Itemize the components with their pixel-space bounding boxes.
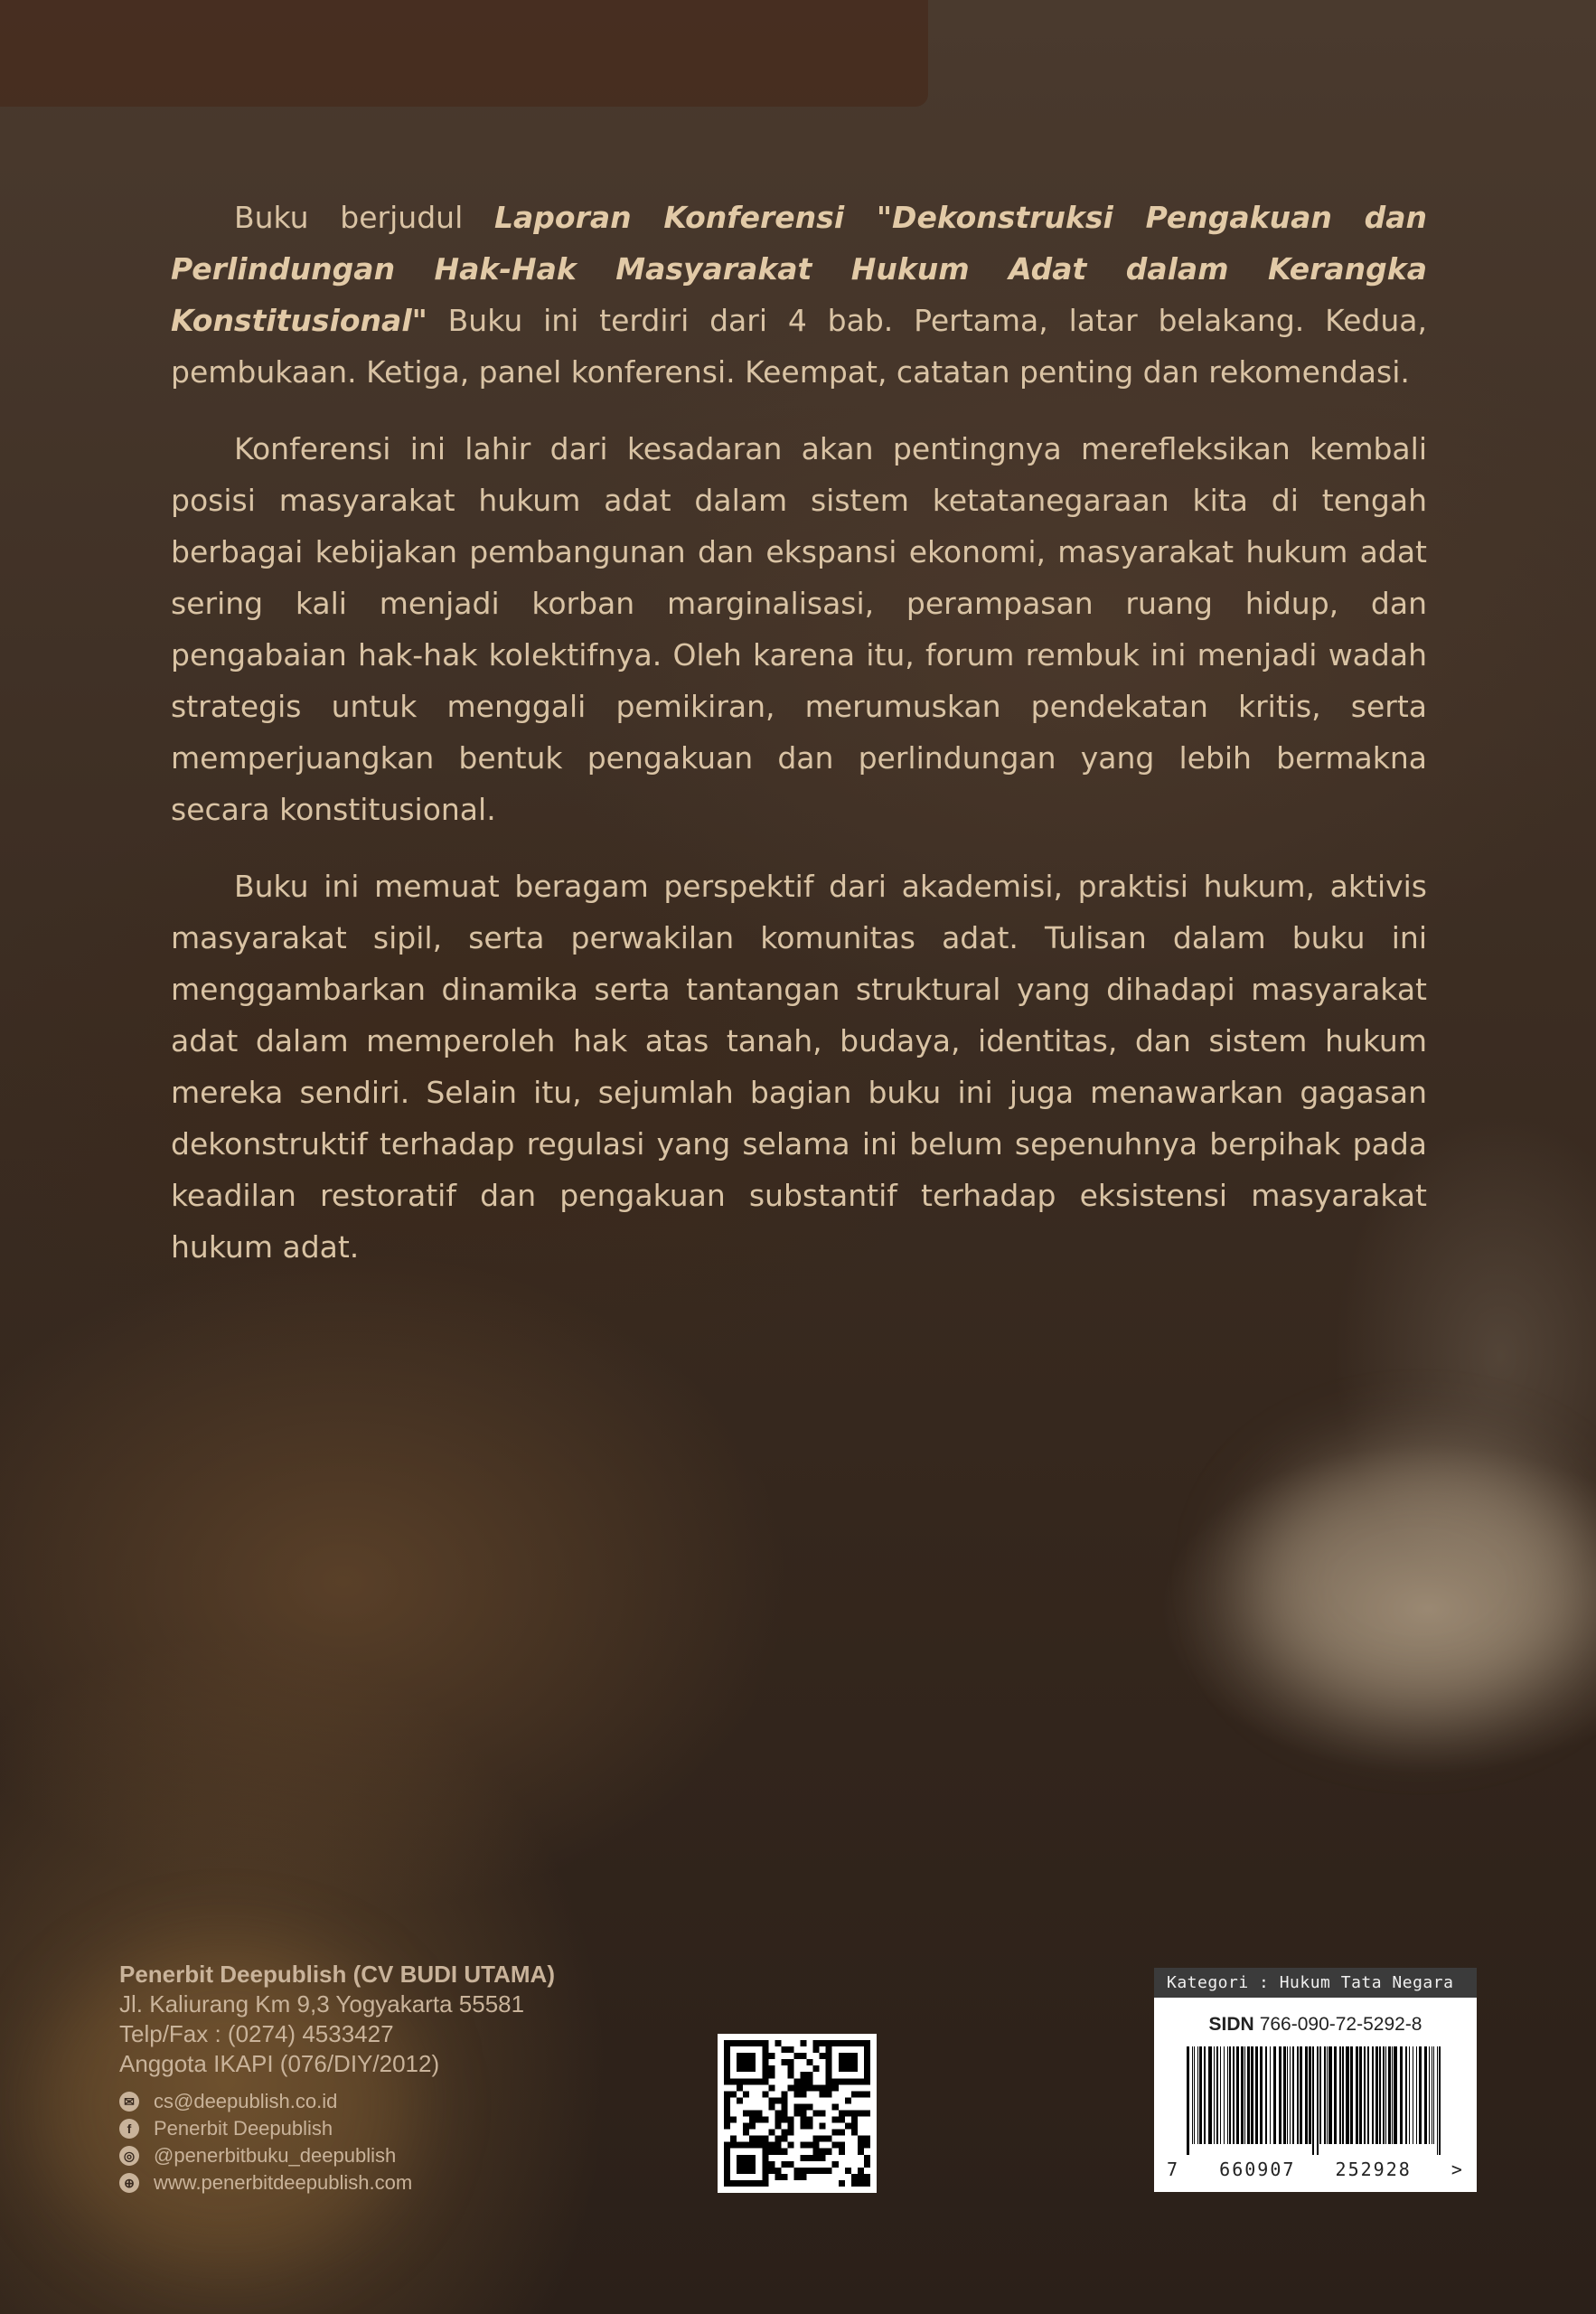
- publisher-name: Penerbit Deepublish (CV BUDI UTAMA): [119, 1961, 555, 1988]
- facebook-icon: f: [119, 2119, 139, 2139]
- category-label: Kategori : Hukum Tata Negara: [1154, 1968, 1477, 1998]
- contact-instagram: ◎ @penerbitbuku_deepublish: [119, 2142, 662, 2169]
- publisher-address: Jl. Kaliurang Km 9,3 Yogyakarta 55581: [119, 1990, 525, 2018]
- contact-facebook: f Penerbit Deepublish: [119, 2115, 662, 2142]
- instagram-icon: ◎: [119, 2146, 139, 2166]
- email-icon: ✉: [119, 2092, 139, 2112]
- book-title: Laporan Konferensi "Dekonstruksi Pengakuan dan Perlindungan Hak-Hak Masyarakat Hukum Adat dalam Kerangka Konstitusional": [171, 200, 1427, 338]
- description-paragraph-3: Buku ini memuat beragam perspektif dari akademisi, praktisi hukum, aktivis masyarakat sipil, serta perwakilan komunitas adat. Tulisan dalam buku ini menggambarkan dinamika serta tantangan struktural yang dihadapi masyarakat adat dalam memperoleh hak atas tanah, budaya, identitas, dan sistem hukum mereka sendiri. Selain itu, sejumlah bagian buku ini juga menawarkan gagasan dekonstruktif terhadap regulasi yang selama ini belum sepenuhnya berpihak pada keadilan restoratif dan pengakuan substantif terhadap eksistensi masyarakat hukum adat.: [171, 869, 1427, 1265]
- barcode-bars: [1187, 2046, 1444, 2155]
- description-paragraph-1: Buku berjudul Laporan Konferensi "Dekonstruksi Pengakuan dan Perlindungan Hak-Hak Masyarakat Hukum Adat dalam Kerangka Konstitusional" Buku ini terdiri dari 4 bab. Pertama, latar belakang. Kedua, pembukaan. Ketiga, panel konferensi. Keempat, catatan penting dan rekomendasi.: [171, 200, 1427, 390]
- publisher-ikapi: Anggota IKAPI (076/DIY/2012): [119, 2050, 440, 2077]
- background-blur-light: [1247, 1446, 1591, 1717]
- publisher-contacts: [119, 2088, 662, 2196]
- barcode-label: [1154, 1968, 1477, 2192]
- top-color-band: [0, 0, 928, 107]
- contact-website: ⊕ www.penerbitdeepublish.com: [119, 2169, 662, 2196]
- qr-code: [718, 2034, 877, 2193]
- contact-email: ✉ cs@deepublish.co.id: [119, 2088, 662, 2115]
- publisher-phone: Telp/Fax : (0274) 4533427: [119, 2020, 394, 2047]
- barcode-card: [1154, 1998, 1477, 2192]
- sidn-number: SIDN 766-090-72-5292-8: [1208, 2014, 1422, 2035]
- description-paragraph-2: Konferensi ini lahir dari kesadaran akan pentingnya merefleksikan kembali posisi masyarakat hukum adat dalam sistem ketatanegaraan kita di tengah berbagai kebijakan pembangunan dan ekspansi ekonomi, masyarakat hukum adat sering kali menjadi korban marginalisasi, perampasan ruang hidup, dan pengabaian hak-hak kolektifnya. Oleh karena itu, forum rembuk ini menjadi wadah strategis untuk menggali pemikiran, merumuskan pendekatan kritis, serta memperjuangkan bentuk pengakuan dan perlindungan yang lebih bermakna secara konstitusional.: [171, 431, 1427, 827]
- publisher-info: [119, 1960, 662, 2196]
- book-description: [171, 192, 1427, 1298]
- barcode-digits: 7 660907 252928 >: [1167, 2159, 1464, 2180]
- globe-icon: ⊕: [119, 2173, 139, 2193]
